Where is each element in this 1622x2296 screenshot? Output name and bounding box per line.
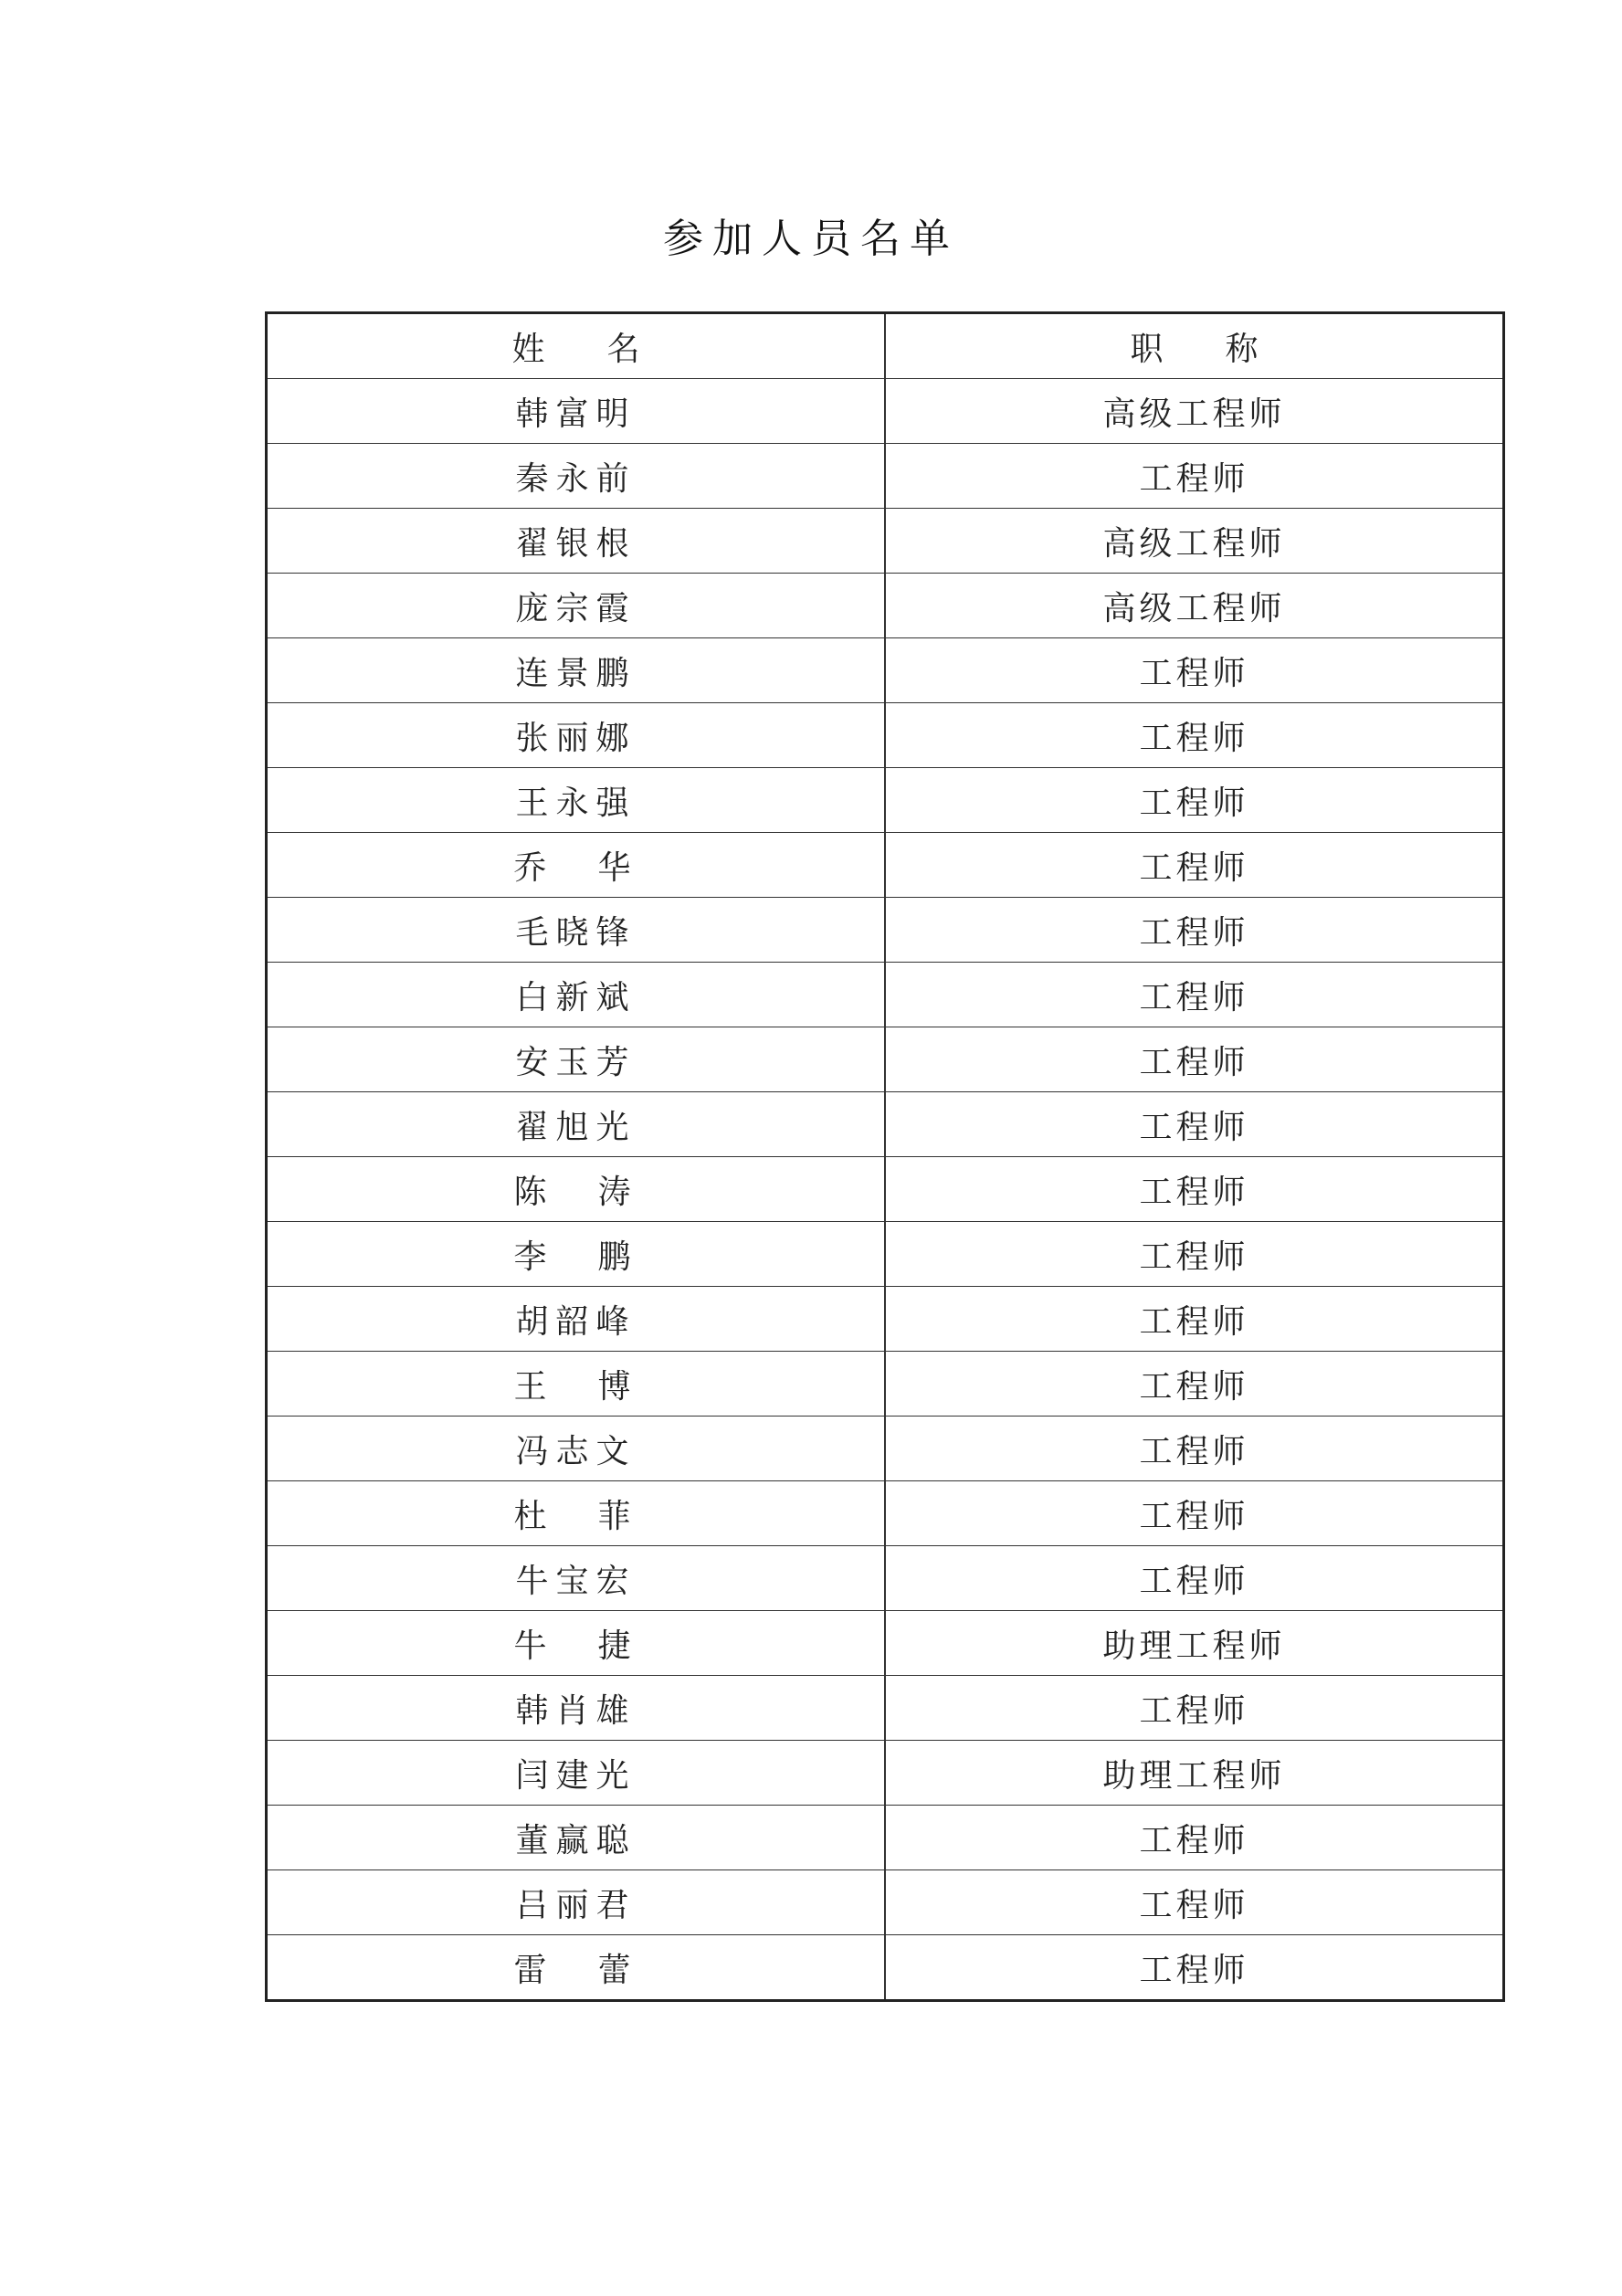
title-cell xyxy=(885,1092,1504,1157)
person-name: 牛宝宏 xyxy=(515,1562,637,1600)
person-name: 翟银根 xyxy=(515,524,637,563)
name-cell xyxy=(267,574,886,638)
name-char: 华 xyxy=(597,848,638,887)
name-char: 李 xyxy=(513,1238,554,1276)
title-cell xyxy=(885,1676,1504,1741)
person-name: 王永强 xyxy=(515,784,637,822)
person-name: 白新斌 xyxy=(515,978,637,1016)
table-row xyxy=(267,1611,1504,1676)
title-cell xyxy=(885,1481,1504,1546)
professional-title: 工程师 xyxy=(1139,1886,1249,1924)
page-title: 参加人员名单 xyxy=(663,216,959,262)
header-name-char-1: 姓 xyxy=(511,330,545,368)
name-cell xyxy=(267,898,886,963)
header-name-char-2: 名 xyxy=(606,330,640,368)
name-char: 鹏 xyxy=(597,1238,638,1276)
header-name xyxy=(267,313,886,379)
name-char: 涛 xyxy=(597,1173,638,1211)
person-name xyxy=(514,842,638,889)
table-row xyxy=(267,1481,1504,1546)
name-cell xyxy=(267,768,886,833)
professional-title: 工程师 xyxy=(1139,1302,1249,1341)
name-cell xyxy=(267,703,886,768)
table-row xyxy=(267,509,1504,574)
title-cell xyxy=(885,703,1504,768)
professional-title: 工程师 xyxy=(1139,1108,1249,1146)
title-cell xyxy=(885,1806,1504,1870)
table-row xyxy=(267,1417,1504,1481)
professional-title: 高级工程师 xyxy=(1102,589,1286,627)
professional-title: 助理工程师 xyxy=(1102,1756,1286,1795)
name-char: 牛 xyxy=(513,1627,554,1665)
table-row xyxy=(267,379,1504,444)
table-row xyxy=(267,1027,1504,1092)
professional-title: 高级工程师 xyxy=(1102,524,1286,563)
person-name: 闫建光 xyxy=(515,1756,637,1795)
name-cell xyxy=(267,1352,886,1417)
person-name xyxy=(514,1361,638,1407)
title-cell xyxy=(885,574,1504,638)
participant-table xyxy=(265,311,1505,2002)
professional-title: 高级工程师 xyxy=(1102,395,1286,433)
table-row xyxy=(267,1935,1504,2001)
professional-title: 工程师 xyxy=(1139,459,1249,498)
title-cell xyxy=(885,379,1504,444)
person-name xyxy=(514,1231,638,1278)
table-row xyxy=(267,1092,1504,1157)
table-row xyxy=(267,1806,1504,1870)
table-row xyxy=(267,638,1504,703)
person-name: 毛晓锋 xyxy=(515,913,637,952)
name-cell xyxy=(267,444,886,509)
title-cell xyxy=(885,1417,1504,1481)
person-name: 安玉芳 xyxy=(515,1043,637,1081)
name-char: 王 xyxy=(513,1367,554,1406)
title-cell xyxy=(885,1157,1504,1222)
title-cell xyxy=(885,509,1504,574)
table-row xyxy=(267,1352,1504,1417)
person-name: 韩肖雄 xyxy=(515,1691,637,1730)
professional-title: 工程师 xyxy=(1139,1691,1249,1730)
person-name: 庞宗霞 xyxy=(515,589,637,627)
professional-title: 工程师 xyxy=(1139,1238,1249,1276)
table-row xyxy=(267,1287,1504,1352)
name-char: 杜 xyxy=(513,1497,554,1535)
name-cell xyxy=(267,833,886,898)
table-row xyxy=(267,1222,1504,1287)
person-name: 韩富明 xyxy=(515,395,637,433)
professional-title: 工程师 xyxy=(1139,1951,1249,1989)
person-name xyxy=(514,1944,638,1991)
table-row xyxy=(267,963,1504,1027)
name-char: 菲 xyxy=(597,1497,638,1535)
professional-title: 工程师 xyxy=(1139,1173,1249,1211)
name-cell xyxy=(267,1546,886,1611)
name-char: 捷 xyxy=(597,1627,638,1665)
name-char: 乔 xyxy=(513,848,554,887)
title-cell xyxy=(885,1546,1504,1611)
title-cell xyxy=(885,1741,1504,1806)
person-name: 董赢聪 xyxy=(515,1821,637,1859)
professional-title: 工程师 xyxy=(1139,719,1249,757)
title-cell xyxy=(885,444,1504,509)
professional-title: 工程师 xyxy=(1139,654,1249,692)
name-cell xyxy=(267,1481,886,1546)
professional-title: 工程师 xyxy=(1139,978,1249,1016)
name-cell xyxy=(267,1935,886,2001)
person-name xyxy=(514,1490,638,1537)
person-name: 连景鹏 xyxy=(515,654,637,692)
name-cell xyxy=(267,379,886,444)
table-row xyxy=(267,898,1504,963)
name-cell xyxy=(267,1870,886,1935)
name-char: 蕾 xyxy=(597,1951,638,1989)
header-title-char-1: 职 xyxy=(1130,330,1164,368)
professional-title: 工程师 xyxy=(1139,1043,1249,1081)
name-char: 陈 xyxy=(513,1173,554,1211)
name-cell xyxy=(267,509,886,574)
professional-title: 工程师 xyxy=(1139,1367,1249,1406)
title-cell xyxy=(885,963,1504,1027)
name-cell xyxy=(267,1676,886,1741)
professional-title: 工程师 xyxy=(1139,913,1249,952)
name-cell xyxy=(267,1222,886,1287)
person-name: 冯志文 xyxy=(515,1432,637,1470)
table-row xyxy=(267,703,1504,768)
person-name: 翟旭光 xyxy=(515,1108,637,1146)
professional-title: 助理工程师 xyxy=(1102,1627,1286,1665)
title-cell xyxy=(885,1027,1504,1092)
name-char: 雷 xyxy=(513,1951,554,1989)
table-row xyxy=(267,444,1504,509)
professional-title: 工程师 xyxy=(1139,1821,1249,1859)
person-name: 胡韶峰 xyxy=(515,1302,637,1341)
table-header-row xyxy=(267,313,1504,379)
person-name: 秦永前 xyxy=(515,459,637,498)
table-row xyxy=(267,1546,1504,1611)
title-cell xyxy=(885,1935,1504,2001)
name-cell xyxy=(267,1157,886,1222)
professional-title: 工程师 xyxy=(1139,1497,1249,1535)
table-row xyxy=(267,768,1504,833)
header-title xyxy=(885,313,1504,379)
table-body xyxy=(267,379,1504,2001)
table-row xyxy=(267,1870,1504,1935)
title-cell xyxy=(885,1611,1504,1676)
table-row xyxy=(267,574,1504,638)
table-row xyxy=(267,833,1504,898)
title-cell xyxy=(885,768,1504,833)
table-row xyxy=(267,1676,1504,1741)
name-cell xyxy=(267,638,886,703)
title-cell xyxy=(885,1352,1504,1417)
person-name: 吕丽君 xyxy=(515,1886,637,1924)
name-cell xyxy=(267,1287,886,1352)
name-cell xyxy=(267,1092,886,1157)
professional-title: 工程师 xyxy=(1139,784,1249,822)
title-cell xyxy=(885,1287,1504,1352)
person-name xyxy=(514,1620,638,1667)
title-cell xyxy=(885,1222,1504,1287)
professional-title: 工程师 xyxy=(1139,1562,1249,1600)
name-cell xyxy=(267,1741,886,1806)
name-cell xyxy=(267,1417,886,1481)
name-cell xyxy=(267,1806,886,1870)
name-cell xyxy=(267,963,886,1027)
professional-title: 工程师 xyxy=(1139,848,1249,887)
professional-title: 工程师 xyxy=(1139,1432,1249,1470)
person-name: 张丽娜 xyxy=(515,719,637,757)
title-cell xyxy=(885,898,1504,963)
name-cell xyxy=(267,1027,886,1092)
title-cell xyxy=(885,638,1504,703)
title-cell xyxy=(885,1870,1504,1935)
table-row xyxy=(267,1741,1504,1806)
name-cell xyxy=(267,1611,886,1676)
header-title-char-2: 称 xyxy=(1225,330,1259,368)
title-cell xyxy=(885,833,1504,898)
person-name xyxy=(514,1166,638,1213)
name-char: 博 xyxy=(597,1367,638,1406)
table-row xyxy=(267,1157,1504,1222)
